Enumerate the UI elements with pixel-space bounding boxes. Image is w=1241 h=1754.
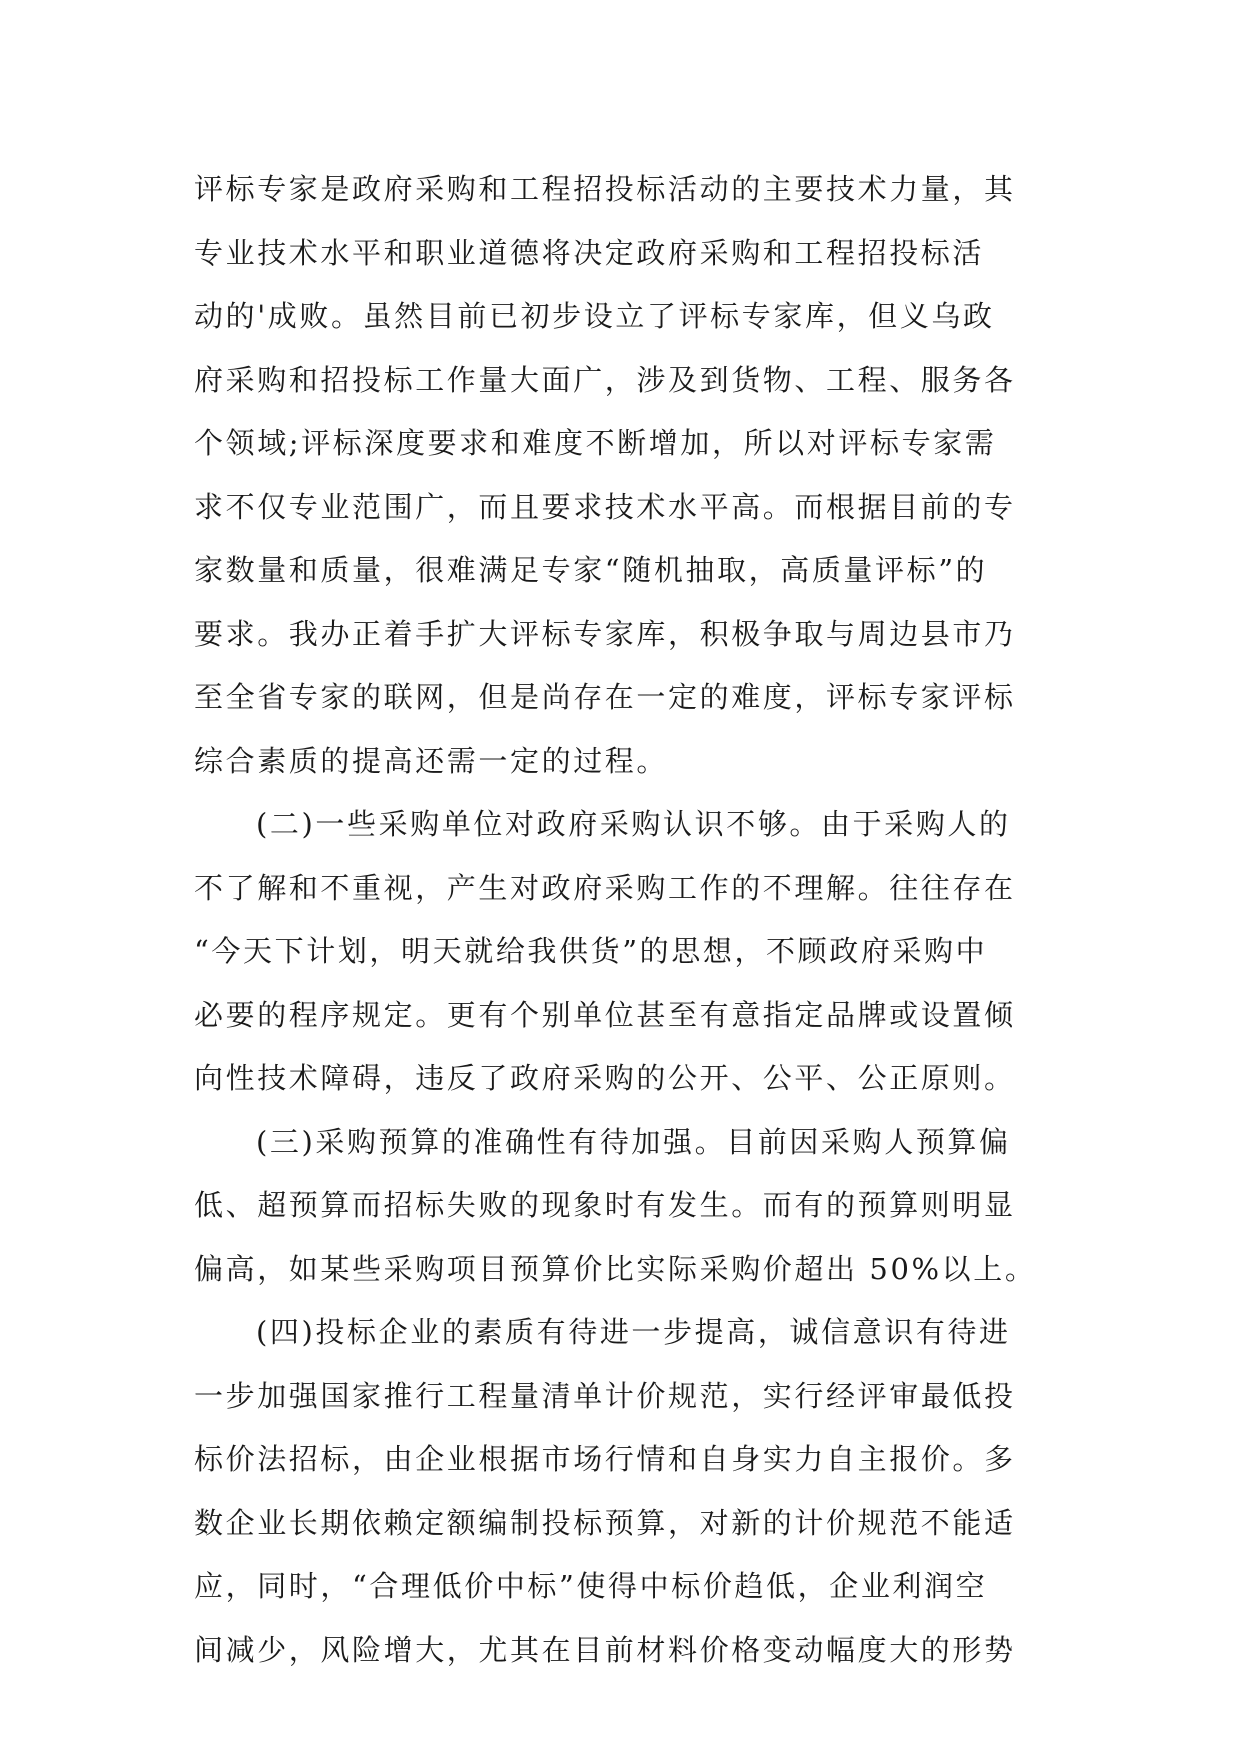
text-line: 向性技术障碍，违反了政府采购的公开、公平、公正原则。 — [194, 1061, 1016, 1095]
text-line: 必要的程序规定。更有个别单位甚至有意指定品牌或设置倾 — [194, 997, 1016, 1032]
text-line: “今天下计划，明天就给我供货”的思想，不顾政府采购中 — [194, 934, 988, 968]
paragraph-start-line: (四)投标企业的素质有待进一步提高，诚信意识有待进 — [256, 1315, 1011, 1349]
text-line: 求不仅专业范围广，而且要求技术水平高。而根据目前的专 — [194, 489, 1016, 524]
text-line: 一步加强国家推行工程量清单计价规范，实行经评审最低投 — [194, 1378, 1016, 1413]
text-line: 要求。我办正着手扩大评标专家库，积极争取与周边县市乃 — [194, 616, 1016, 651]
text-line: 不了解和不重视，产生对政府采购工作的不理解。往往存在 — [194, 870, 1016, 905]
text-line: 评标专家是政府采购和工程招投标活动的主要技术力量，其 — [194, 172, 1016, 206]
text-line: 动的'成败。虽然目前已初步设立了评标专家库，但义乌政 — [194, 299, 995, 333]
text-line: 家数量和质量，很难满足专家“随机抽取，高质量评标”的 — [194, 553, 988, 587]
text-line: 间减少，风险增大，尤其在目前材料价格变动幅度大的形势 — [194, 1632, 1016, 1667]
text-line: 府采购和招投标工作量大面广，涉及到货物、工程、服务各 — [194, 362, 1016, 397]
text-line: 综合素质的提高还需一定的过程。 — [194, 743, 669, 778]
text-line: 应，同时，“合理低价中标”使得中标价趋低，企业利润空 — [194, 1569, 988, 1603]
text-line: 标价法招标，由企业根据市场行情和自身实力自主报价。多 — [194, 1442, 1016, 1476]
text-line: 至全省专家的联网，但是尚存在一定的难度，评标专家评标 — [194, 680, 1016, 714]
text-line: 数企业长期依赖定额编制投标预算，对新的计价规范不能适 — [194, 1505, 1016, 1540]
document-body — [194, 158, 1074, 1682]
paragraph-start-line: (二)一些采购单位对政府采购认识不够。由于采购人的 — [256, 807, 1011, 841]
text-line: 低、超预算而招标失败的现象时有发生。而有的预算则明显 — [194, 1188, 1016, 1222]
text-line: 个领域;评标深度要求和难度不断增加，所以对评标专家需 — [194, 426, 997, 460]
text-line: 专业技术水平和职业道德将决定政府采购和工程招投标活 — [194, 235, 985, 270]
text-line: 偏高，如某些采购项目预算价比实际采购价超出 50%以上。 — [194, 1251, 1037, 1286]
paragraph-start-line: (三)采购预算的准确性有待加强。目前因采购人预算偏 — [256, 1124, 1011, 1159]
